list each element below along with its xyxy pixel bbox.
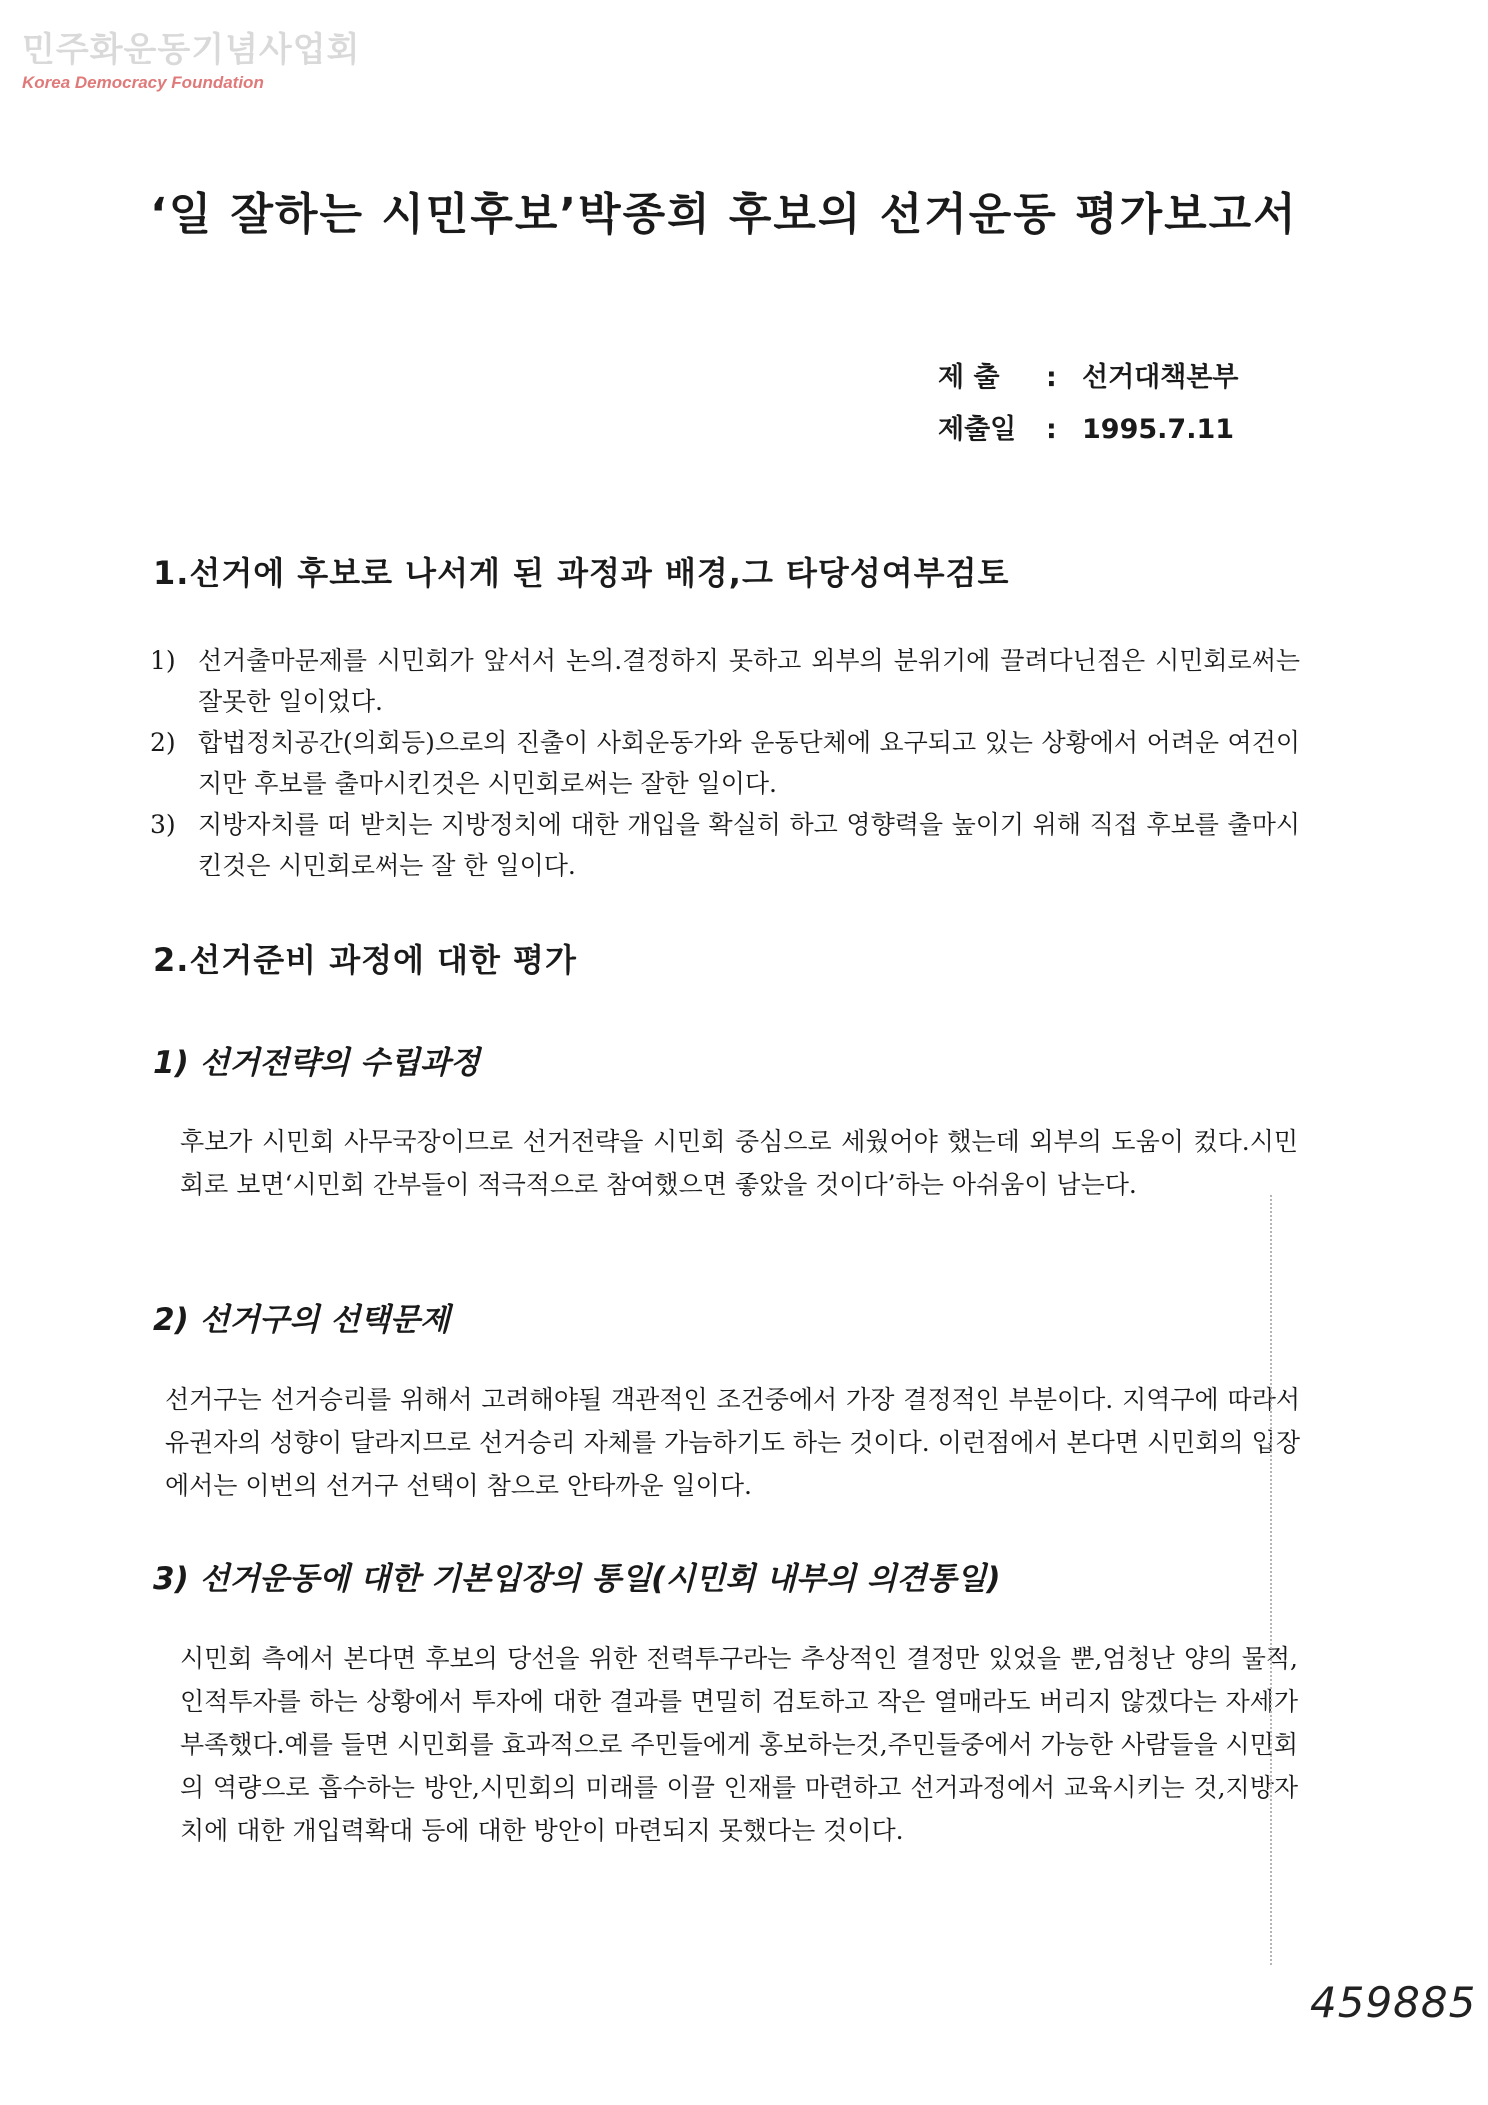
section2-heading: 2.선거준비 과정에 대한 평가: [153, 941, 577, 979]
item-text: 선거출마문제를 시민회가 앞서서 논의.결정하지 못하고 외부의 분위기에 끌려다닌점은 시민회로써는 잘못한 일이었다.: [198, 646, 1300, 716]
foundation-watermark: [22, 22, 360, 93]
item-number: 1): [150, 646, 176, 675]
date-colon: :: [1046, 414, 1057, 445]
subsection2-heading: 2) 선거구의 선택문제: [153, 1302, 450, 1338]
date-label: 제출일: [938, 414, 1017, 445]
document-title: ‘일 잘하는 시민후보’박종희 후보의 선거운동 평가보고서: [150, 189, 1298, 240]
section1-item-2: [150, 722, 1300, 804]
scan-artifact-line: [1270, 1195, 1294, 1965]
submitter-value: 선거대책본부: [1082, 362, 1239, 393]
subsection3-heading: 3) 선거운동에 대한 기본입장의 통일(시민회 내부의 의견통일): [153, 1561, 1001, 1597]
subsection3-text: 시민회 측에서 본다면 후보의 당선을 위한 전력투구라는 추상적인 결정만 있었을 뿐,엄청난 양의 물적,인적투자를 하는 상황에서 투자에 대한 결과를 면밀히 검토하고 작은 열매라도 버리지 않겠다는 자세가 부족했다.예를 들면 시민회를 효과적으로 주민들에게 홍보하는것,주민들중에서 가능한 사람들을 시민회의 역량으로 흡수하는 방안,시민회의 미래를 이끌 인재를 마련하고 선거과정에서 교육시키는 것,지방자치에 대한 개입력확대 등에 대한 방안이 마련되지 못했다는 것이다.: [180, 1644, 1298, 1845]
watermark-english: Korea Democracy Foundation: [22, 73, 264, 92]
section1-heading: 1.선거에 후보로 나서게 된 과정과 배경,그 타당성여부검토: [153, 554, 1010, 592]
submitter-label: 제 출: [938, 362, 1000, 393]
handwritten-number: 459885: [1310, 1978, 1477, 2027]
item-text: 합법정치공간(의회등)으로의 진출이 사회운동가와 운동단체에 요구되고 있는 상황에서 어려운 여건이지만 후보를 출마시킨것은 시민회로써는 잘한 일이다.: [198, 728, 1300, 798]
submission-info: [938, 352, 1239, 456]
subsection1-text: 후보가 시민회 사무국장이므로 선거전략을 시민회 중심으로 세웠어야 했는데 외부의 도움이 컸다.시민회로 보면‘시민회 간부들이 적극적으로 참여했으면 좋았을 것이다’하는 아쉬움이 남는다.: [180, 1127, 1298, 1199]
section1-item-1: [150, 640, 1300, 722]
watermark-korean: 민주화운동기념사업회: [22, 30, 361, 70]
section1-item-3: [150, 804, 1300, 886]
submitter-colon: :: [1046, 362, 1057, 393]
date-value: 1995.7.11: [1082, 414, 1235, 445]
submitter-row: [938, 352, 1239, 404]
item-text: 지방자치를 떠 받치는 지방정치에 대한 개입을 확실히 하고 영향력을 높이기 위해 직접 후보를 출마시킨것은 시민회로써는 잘 한 일이다.: [198, 810, 1300, 880]
subsection2-text: 선거구는 선거승리를 위해서 고려해야될 객관적인 조건중에서 가장 결정적인 부분이다. 지역구에 따라서 유권자의 성향이 달라지므로 선거승리 자체를 가늠하기도 하는 것이다. 이런점에서 본다면 시민회의 입장에서는 이번의 선거구 선택이 참으로 안타까운 일이다.: [165, 1385, 1300, 1500]
item-number: 3): [150, 810, 176, 839]
subsection1-heading: 1) 선거전략의 수립과정: [153, 1045, 480, 1081]
item-number: 2): [150, 728, 176, 757]
date-row: [938, 404, 1239, 456]
